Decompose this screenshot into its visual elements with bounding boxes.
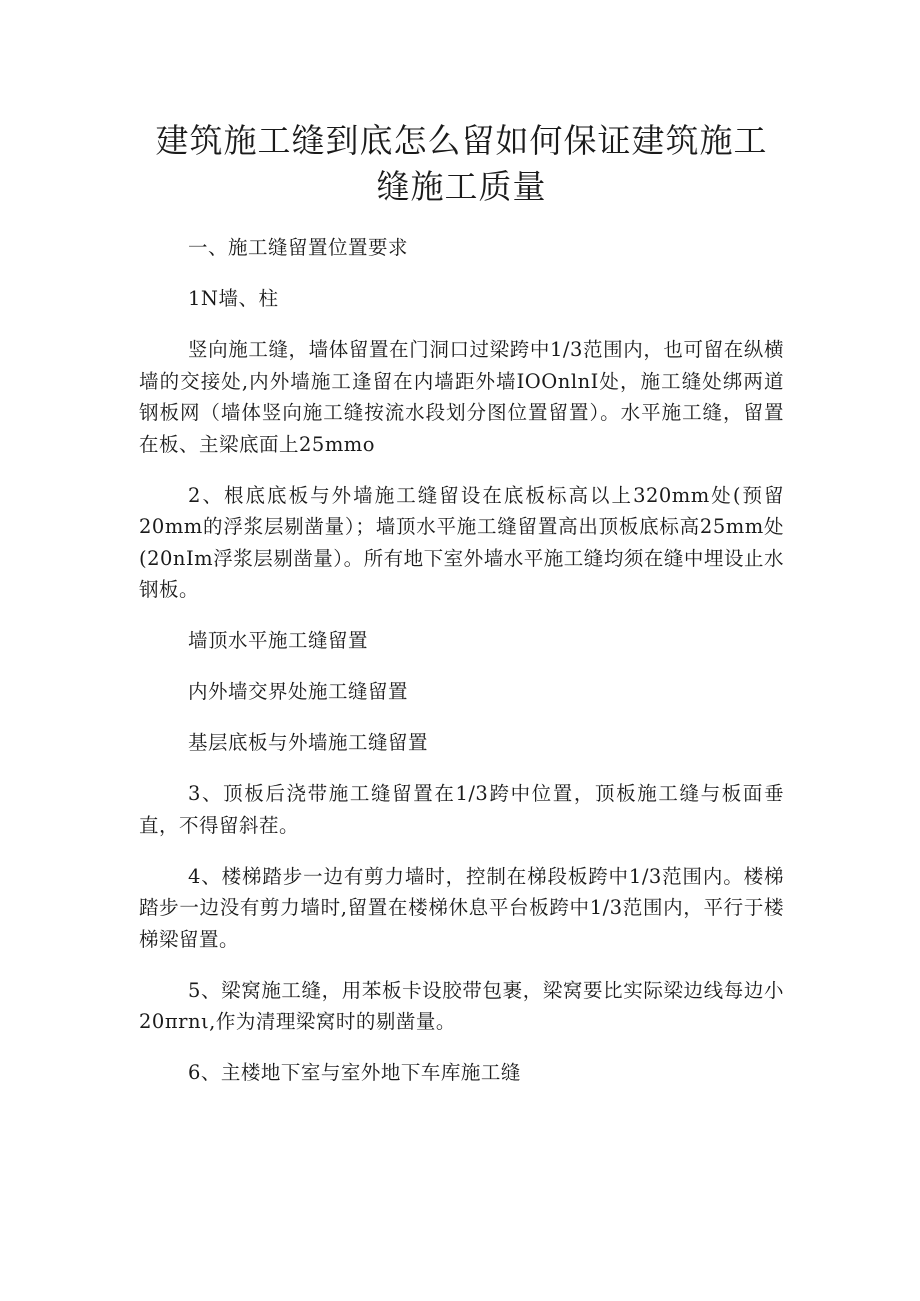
document-page [139, 118, 784, 1108]
figure-caption: 基层底板与外墙施工缝留置 [188, 731, 429, 754]
title-line-1: 建筑施工缝到底怎么留如何保证建筑施工 [155, 121, 768, 160]
title-line-2: 缝施工质量 [376, 167, 547, 206]
paragraph: 3、顶板后浇带施工缝留置在1/3跨中位置，顶板施工缝与板面垂直，不得留斜茬。 [139, 782, 784, 837]
paragraph: 竖向施工缝，墙体留置在门洞口过梁跨中1/3范围内，也可留在纵横墙的交接处,内外墙施工逢留在内墙距外墙IOOnlnI处，施工缝处绑两道钢板网（墙体竖向施工缝按流水段划分图位置留置）。水平施工缝，留置在板、主梁底面上25mmo [139, 338, 784, 456]
figure-caption: 墙顶水平施工缝留置 [188, 629, 369, 652]
paragraph: 5、梁窝施工缝，用苯板卡设胶带包裹，梁窝要比实际梁边线每边小20πrnι,作为清理梁窝时的剔凿量。 [139, 978, 784, 1033]
paragraph: 2、根底底板与外墙施工缝留设在底板标高以上320mm处(预留20mm的浮浆层剔凿量）；墙顶水平施工缝留置高出顶板底标高25mm处(20nIm浮浆层剔凿量）。所有地下室外墙水平施工缝均须在缝中埋设止水钢板。 [139, 483, 784, 601]
paragraph: 1N墙、柱 [188, 287, 279, 310]
paragraph: 4、楼梯踏步一边有剪力墙时，控制在梯段板跨中1/3范围内。楼梯踏步一边没有剪力墙时,留置在楼梯休息平台板跨中1/3范围内，平行于楼梯梁留置。 [139, 864, 784, 951]
figure-caption: 内外墙交界处施工缝留置 [188, 680, 409, 703]
paragraph: 6、主楼地下室与室外地下车库施工缝 [188, 1061, 521, 1084]
section-heading: 一、施工缝留置位置要求 [188, 236, 409, 259]
document-title [139, 118, 784, 210]
